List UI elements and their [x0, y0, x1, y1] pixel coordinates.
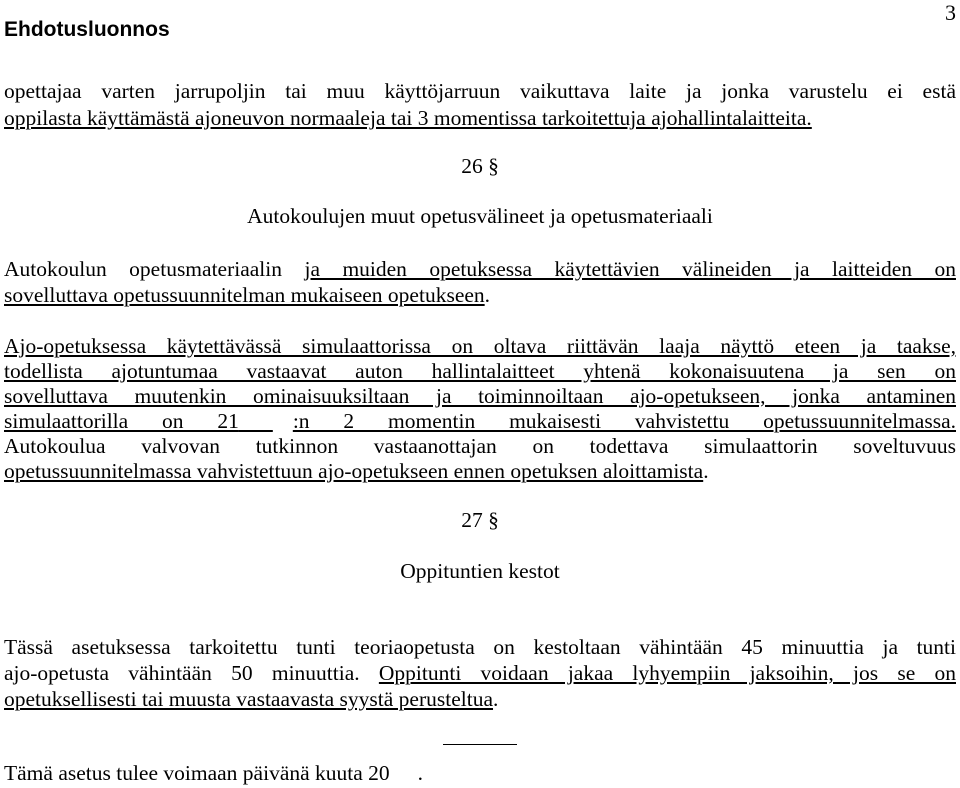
page-number: 3	[945, 0, 956, 25]
section-26-p1-line-1	[4, 256, 956, 282]
section-27-p1-end: .	[493, 687, 499, 711]
section-26-p2-underlined-6: opetussuunnitelmassa vahvistettuun ajo-opetukseen ennen opetuksen aloittamista	[4, 459, 704, 483]
section-27-number: 27 §	[461, 508, 499, 532]
section-26-p2-line-4	[4, 408, 956, 434]
section-26-p2-line-5: Autokoulua valvovan tutkinnon vastaanottajan on todettava simulaattorin soveltuvuus	[4, 434, 956, 458]
section-27-heading: Oppituntien kestot	[400, 559, 560, 583]
section-26-p2-line-6	[4, 458, 956, 484]
section-27-p1-text: ajo-opetusta vähintään 50 minuuttia.	[4, 661, 379, 685]
signature-rule	[443, 744, 517, 745]
page-header-title: Ehdotusluonnos	[4, 18, 170, 41]
intro-line-1: opettajaa varten jarrupoljin tai muu käyttöjarruun vaikuttava laite ja jonka varustelu ei estä	[4, 79, 956, 103]
intro-line-2	[4, 105, 956, 131]
section-26-p2-text-4b: :n 2 momentin mukaisesti vahvistettu opetussuunnitelmassa.	[292, 409, 956, 433]
section-26-p2-text-2: todellista ajotuntumaa vastaavat auton hallintalaitteet yhtenä kokonaisuutena ja sen on	[4, 359, 956, 383]
section-26-p2-line-2	[4, 358, 956, 384]
section-26-p2-text-3: sovelluttava muutenkin ominaisuuksiltaan ja toiminnoiltaan ajo-opetukseen, jonka antaminen	[4, 384, 956, 408]
section-26-p2-line-3	[4, 383, 956, 409]
section-26-p1-underlined-2: sovelluttava opetussuunnitelman mukaiseen opetukseen	[4, 283, 485, 307]
section-26-p1-end: .	[484, 283, 491, 307]
section-26-p1-line-2	[4, 282, 956, 308]
section-26-heading: Autokoulujen muut opetusvälineet ja opetusmateriaali	[247, 204, 713, 228]
section-26-p2-end: .	[703, 459, 709, 483]
intro-line-2-text: oppilasta käyttämästä ajoneuvon normaaleja tai 3 momentissa tarkoitettuja ajohallintalaitteita.	[4, 106, 812, 130]
section-26-p2-line-1	[4, 333, 956, 359]
section-26-p2-text-4a: simulaattorilla on 21	[4, 409, 239, 433]
section-27-p1-underlined-3: opetuksellisesti tai muusta vastaavasta syystä perusteltua	[4, 687, 494, 711]
section-26-p2-text-1: Ajo-opetuksessa käytettävässä simulaattorissa on oltava riittävän laaja näyttö eteen ja taakse,	[4, 334, 956, 358]
section-27-p1-line-1: Tässä asetuksessa tarkoitettu tunti teoriaopetusta on kestoltaan vähintään 45 minuuttia ja tunti	[4, 635, 956, 659]
section-26-p1-underlined: ja muiden opetuksessa käytettävien välineiden ja laitteiden on	[304, 257, 956, 281]
section-27-p1-line-2	[4, 660, 956, 686]
section-26-p1-text: Autokoulun opetusmateriaalin	[4, 257, 305, 281]
section-27-p1-line-3	[4, 686, 956, 712]
section-27-p1-underlined: Oppitunti voidaan jakaa lyhyempiin jaksoihin, jos se on	[378, 661, 956, 685]
effective-date-end: .	[417, 761, 424, 785]
effective-date-text: Tämä asetus tulee voimaan päivänä kuuta 20	[4, 761, 390, 785]
section-26-number: 26 §	[461, 154, 499, 178]
effective-date-line	[4, 760, 956, 786]
